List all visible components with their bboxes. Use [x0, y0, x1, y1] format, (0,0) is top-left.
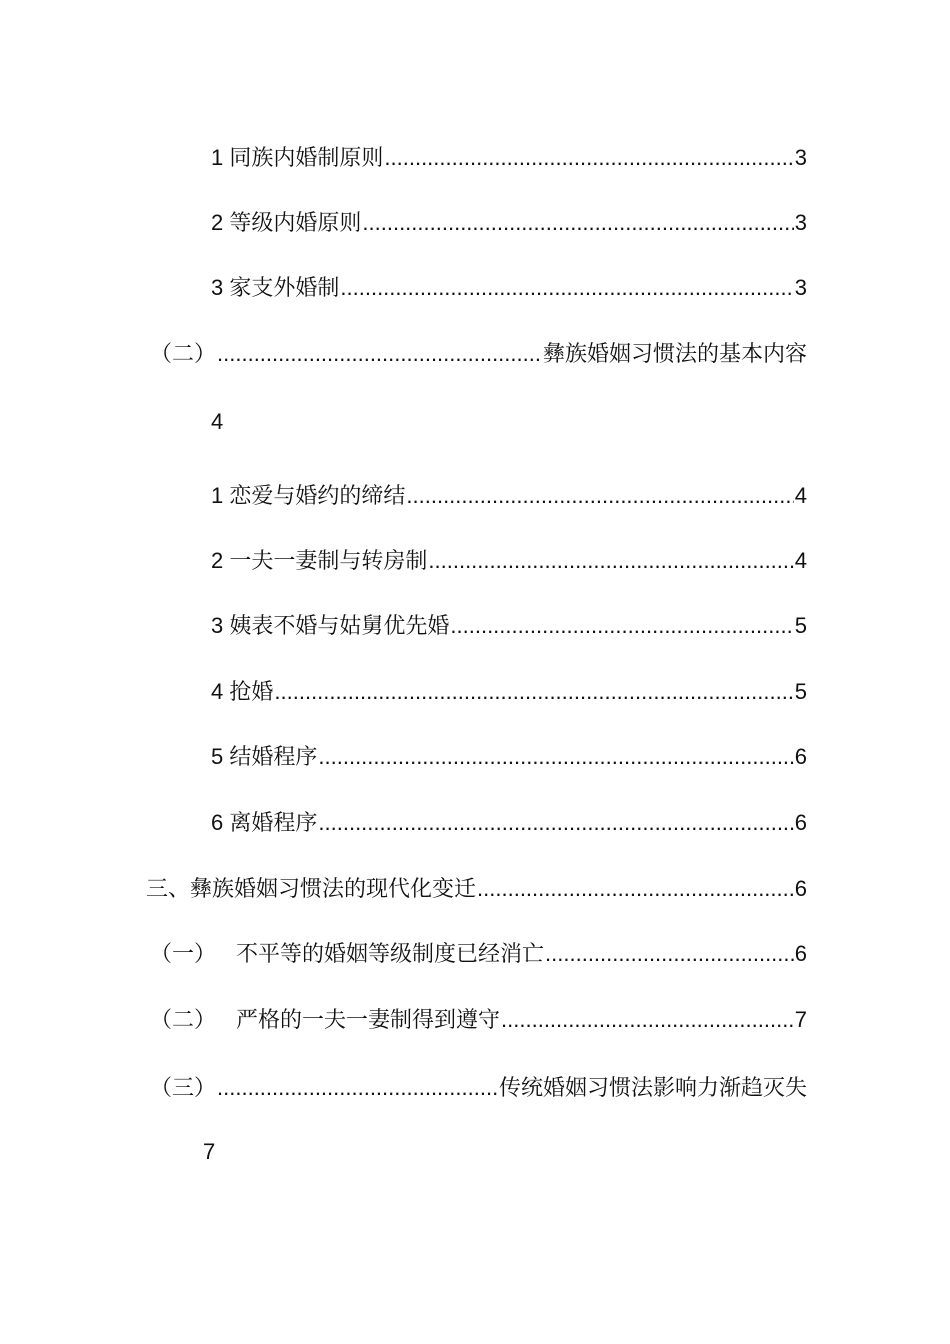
toc-entry[interactable]	[211, 666, 807, 706]
dot-leader	[274, 678, 793, 706]
toc-entry-label: 3 家支外婚制	[211, 275, 340, 300]
dot-leader	[545, 940, 794, 968]
toc-entry[interactable]	[211, 262, 807, 302]
toc-page-number: 4	[794, 548, 807, 573]
toc-page-number: 7	[203, 1139, 216, 1164]
toc-entry[interactable]	[211, 535, 807, 575]
toc-entry[interactable]	[211, 797, 807, 837]
toc-page-number: 6	[794, 876, 807, 901]
dot-leader	[428, 547, 793, 575]
dot-leader	[406, 482, 793, 510]
dot-leader	[318, 743, 793, 771]
toc-page-number: 3	[794, 275, 807, 300]
toc-page-number: 4	[211, 409, 224, 434]
toc-entry-label: 三、彝族婚姻习惯法的现代化变迁	[146, 876, 477, 901]
toc-entry-label: 6 离婚程序	[211, 810, 318, 835]
toc-page-number: 3	[794, 210, 807, 235]
dot-leader	[217, 340, 542, 368]
toc-entry[interactable]	[211, 731, 807, 771]
toc-entry-label: （一） 不平等的婚姻等级制度已经消亡	[150, 941, 545, 966]
dot-leader	[501, 1006, 794, 1034]
toc-page-number: 3	[794, 145, 807, 170]
toc-page-number: 5	[794, 679, 807, 704]
dot-leader	[340, 274, 793, 302]
dot-leader	[477, 875, 794, 903]
toc-page-number: 6	[794, 941, 807, 966]
toc-entry-label: 2 一夫一妻制与转房制	[211, 548, 428, 573]
dot-leader	[450, 612, 793, 640]
toc-page-number: 6	[794, 744, 807, 769]
toc-entry[interactable]	[211, 600, 807, 640]
toc-entry[interactable]	[150, 328, 807, 368]
toc-entry-label: 3 姨表不婚与姑舅优先婚	[211, 613, 450, 638]
toc-entry-label: 5 结婚程序	[211, 744, 318, 769]
toc-entry[interactable]	[211, 132, 807, 172]
dot-leader	[318, 809, 793, 837]
toc-entry-number: （二）	[150, 341, 217, 366]
toc-page-number: 7	[794, 1007, 807, 1032]
toc-entry-number: （三）	[150, 1075, 217, 1100]
toc-entry[interactable]	[211, 197, 807, 237]
toc-entry[interactable]	[146, 863, 807, 903]
toc-entry[interactable]	[150, 994, 807, 1034]
toc-page-number: 4	[794, 483, 807, 508]
toc-page-number: 6	[794, 810, 807, 835]
toc-entry-label: 1 恋爱与婚约的缔结	[211, 483, 406, 508]
toc-entry-label: 2 等级内婚原则	[211, 210, 362, 235]
toc-entry-title: 传统婚姻习惯法影响力渐趋灭失	[498, 1075, 807, 1100]
dot-leader	[362, 209, 793, 237]
toc-entry-label: 1 同族内婚制原则	[211, 145, 384, 170]
toc-entry[interactable]	[150, 928, 807, 968]
toc-page-number: 5	[794, 613, 807, 638]
dot-leader	[384, 144, 793, 172]
toc-entry-title: 彝族婚姻习惯法的基本内容	[542, 341, 807, 366]
toc-entry[interactable]	[150, 1062, 807, 1102]
toc-entry-label: 4 抢婚	[211, 679, 274, 704]
toc-entry[interactable]	[211, 470, 807, 510]
toc-entry-label: （二） 严格的一夫一妻制得到遵守	[150, 1007, 501, 1032]
dot-leader	[217, 1074, 498, 1102]
